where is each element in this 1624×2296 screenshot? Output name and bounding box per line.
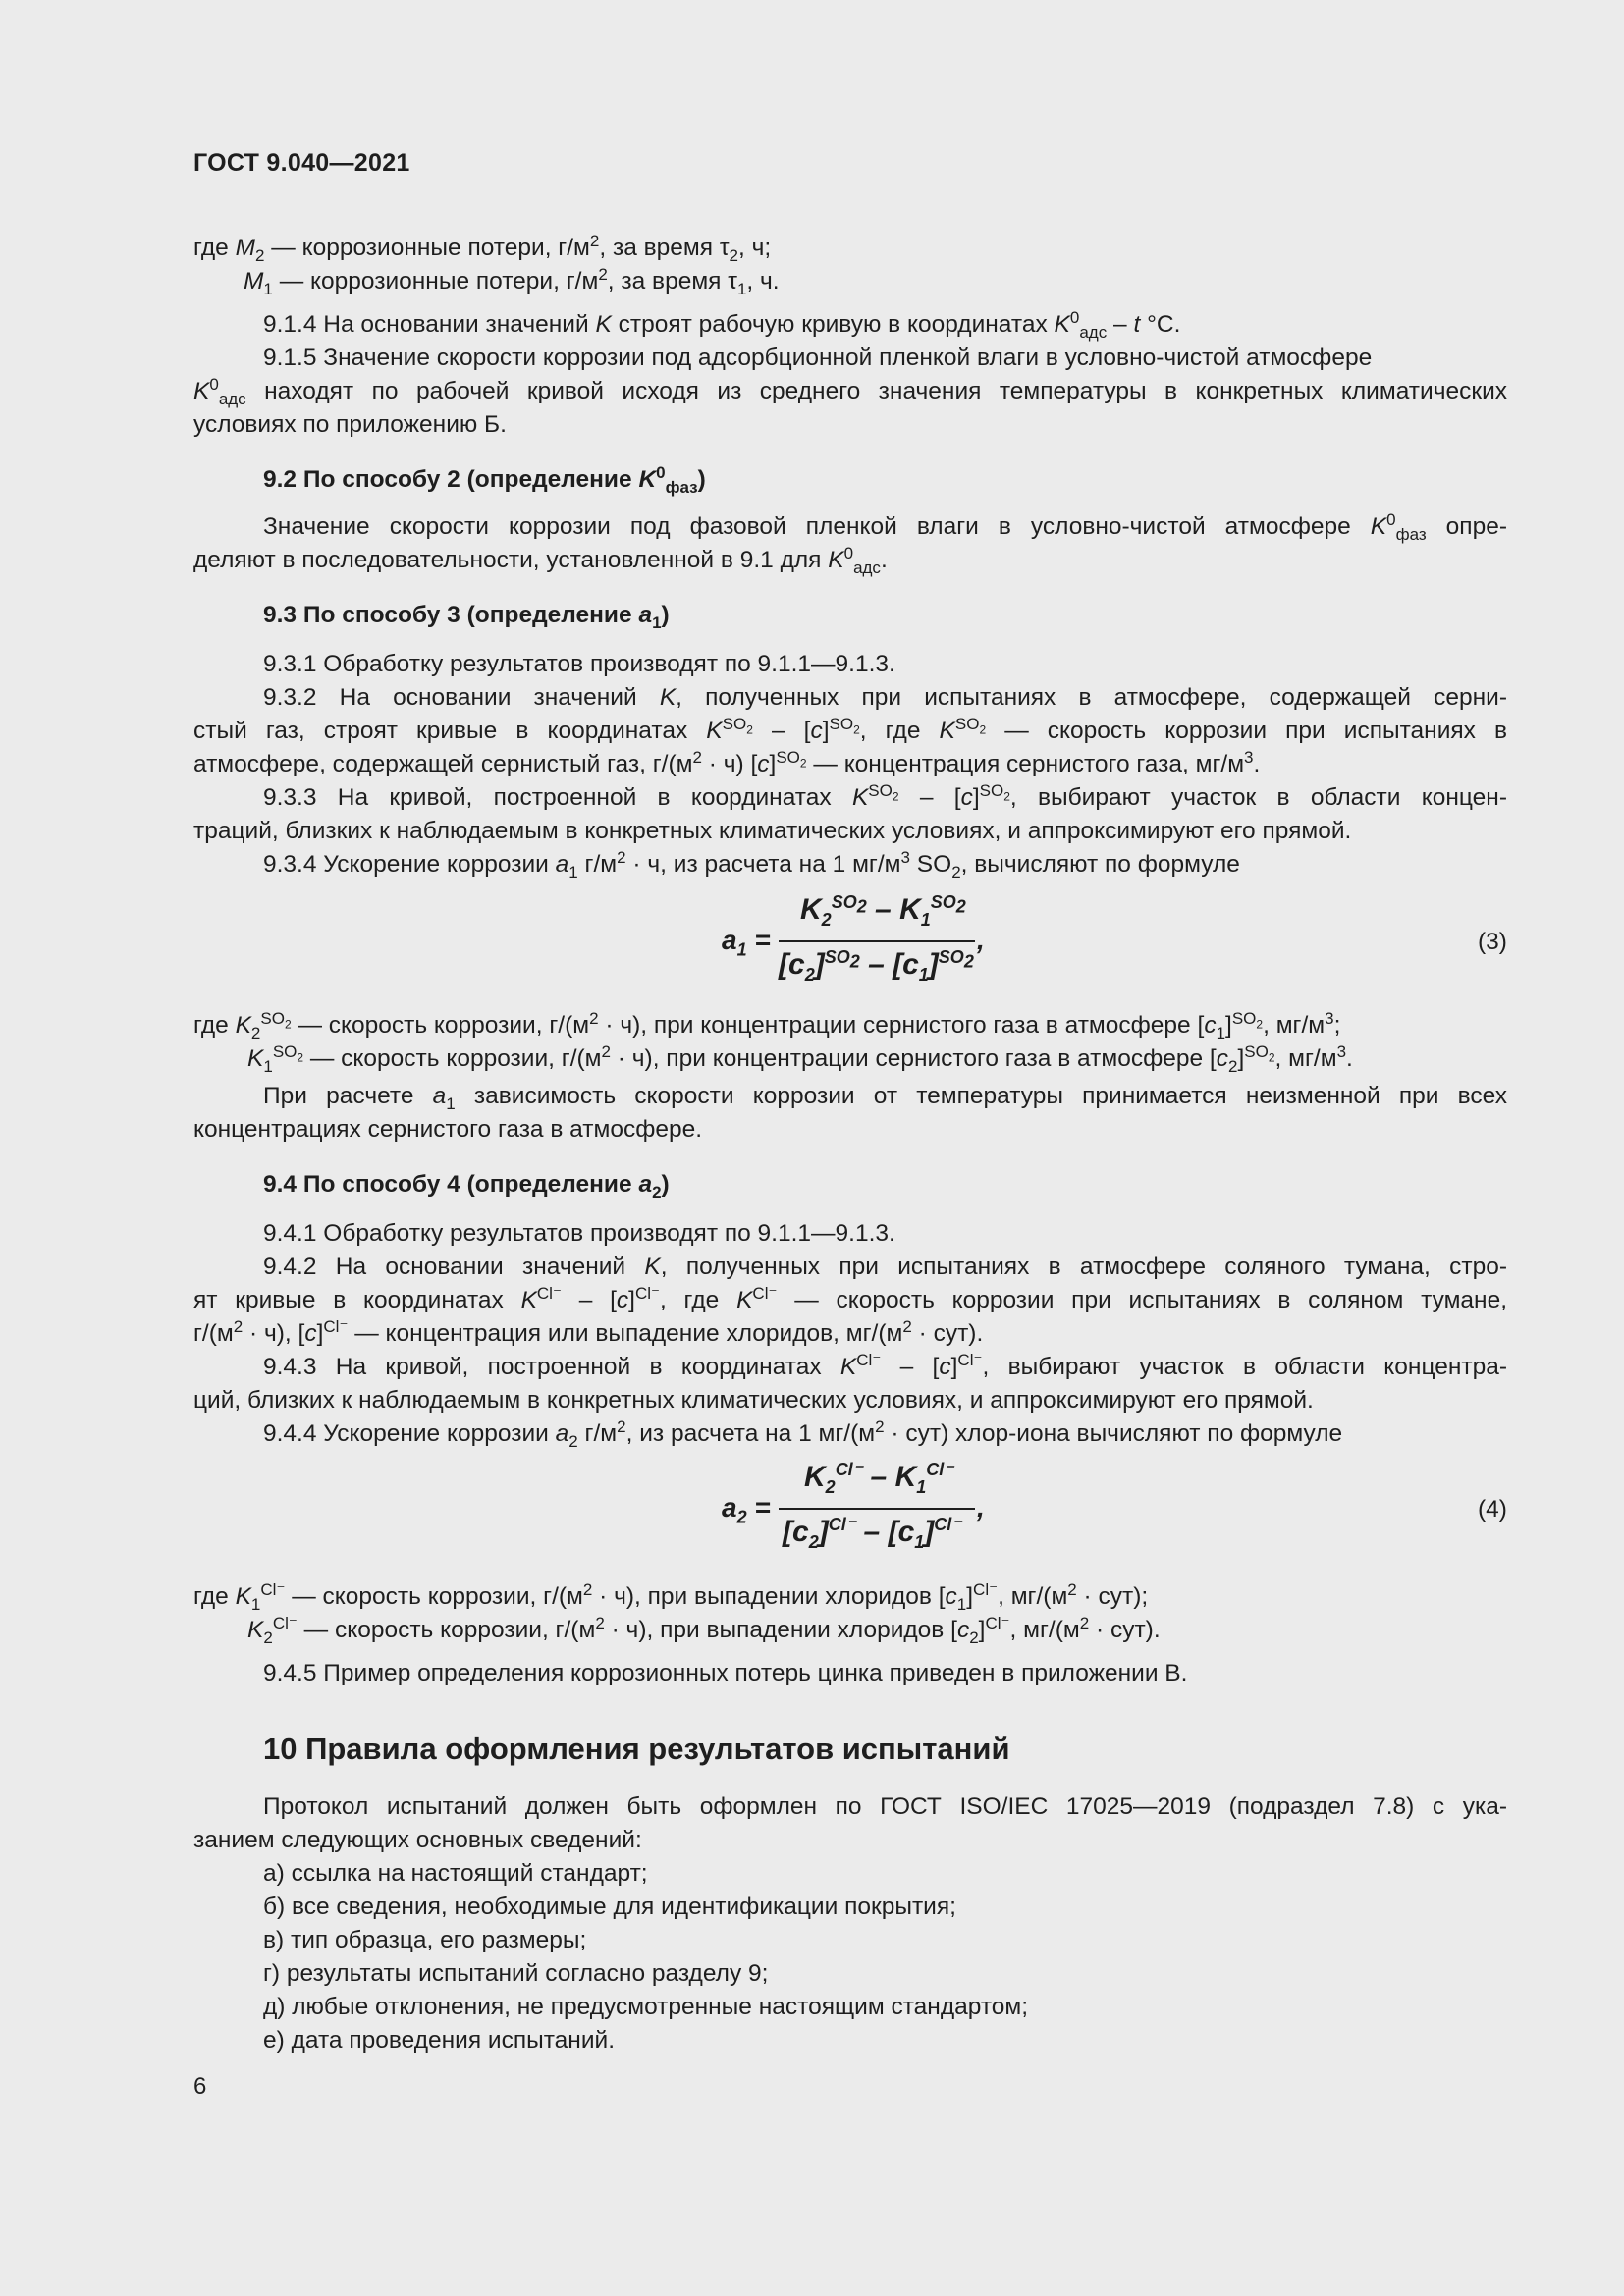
formula-4: $a_2$ = $K_2^{Cl^-} - K_1^{Cl^-}$ $[c_2]^{Cl^-} - [c_1]^{Cl^-}$ , xyxy=(722,1460,985,1552)
list-item: е) дата проведения испытаний. xyxy=(263,2027,616,2054)
text-line: траций, близких к наблюдаемым в конкретных климатических условиях, и аппроксимируют его прямой. xyxy=(193,818,1352,844)
section-heading-9-4: 9.4 По способу 4 (определение $a_2$) xyxy=(263,1171,670,1201)
text-line: 9.3.1 Обработку результатов производят по 9.1.1—9.1.3. xyxy=(263,651,895,677)
text-line: где $K_1^{Cl^-}$ — скорость коррозии, $г/(м^2 \cdot ч)$, при выпадении хлоридов $[c_1]^{Cl^-}$, $мг/(м^2 \cdot сут)$; xyxy=(193,1579,1149,1614)
text-line: 9.4.1 Обработку результатов производят по 9.1.1—9.1.3. xyxy=(263,1220,895,1247)
text-line: $K_1^{SO_2}$ — скорость коррозии, $г/(м^2 \cdot ч)$, при концентрации сернистого газа в атмосфере $[c_2]^{SO_2}$, $мг/м^3$. xyxy=(247,1041,1353,1076)
section-heading-9-2: 9.2 По способу 2 (определение $K^0_{фаз}$) xyxy=(263,462,706,497)
text-line: $K^0_{адс}$ находят по рабочей кривой исходя из среднего значения температуры в конкретных климатических xyxy=(193,374,1507,408)
text-line: 9.1.5 Значение скорости коррозии под адсорбционной пленкой влаги в условно-чистой атмосфере xyxy=(263,345,1373,371)
equation-number: (3) xyxy=(1478,929,1507,955)
section-heading-9-3: 9.3 По способу 3 (определение $a_1$) xyxy=(263,602,670,632)
text-line: где $M_2$ — коррозионные потери, $г/м^2$, за время $\tau_2$, ч; xyxy=(193,231,772,265)
text-line: $г/(м^2 \cdot ч)$, $[c]^{Cl^-}$ — концентрация или выпадение хлоридов, $мг/(м^2 \cdot сут)$. xyxy=(193,1316,984,1347)
list-item: в) тип образца, его размеры; xyxy=(263,1927,587,1953)
text-line: ций, близких к наблюдаемым в конкретных климатических условиях, и аппроксимируют его прямой. xyxy=(193,1387,1314,1414)
list-item: г) результаты испытаний согласно разделу 9; xyxy=(263,1960,769,1987)
equation-number: (4) xyxy=(1478,1496,1507,1522)
text-line: 9.3.3 На кривой, построенной в координатах $K^{SO_2} - [c]^{SO_2}$, выбирают участок в области концен- xyxy=(263,780,1507,811)
page-number: 6 xyxy=(193,2073,207,2100)
list-item: б) все сведения, необходимые для идентификации покрытия; xyxy=(263,1894,956,1920)
text-line: ят кривые в координатах $K^{Cl^-} - [c]^{Cl^-}$, где $K^{Cl^-}$ — скорость коррозии при испытаниях в соляном тумане, xyxy=(193,1283,1507,1313)
text-line: 9.4.4 Ускорение коррозии $a_2$ $г/м^2$, из расчета на 1 $мг/(м^2 \cdot сут)$ хлор-иона вычисляют по формуле xyxy=(263,1416,1343,1451)
text-line: атмосфере, содержащей сернистый газ, $г/(м^2 \cdot ч)$ $[c]^{SO_2}$ — концентрация сернистого газа, $мг/м^3$. xyxy=(193,747,1261,777)
text-line: концентрациях сернистого газа в атмосфере. xyxy=(193,1116,703,1143)
text-line: где $K_2^{SO_2}$ — скорость коррозии, $г/(м^2 \cdot ч)$, при концентрации сернистого газа в атмосфере $[c_1]^{SO_2}$, $мг/м^3$; xyxy=(193,1008,1341,1042)
text-line: 9.4.3 На кривой, построенной в координатах $K^{Cl^-} - [c]^{Cl^-}$, выбирают участок в области концентра- xyxy=(263,1350,1507,1380)
text-line: 9.3.4 Ускорение коррозии $a_1$ $г/м^2 \cdot ч$, из расчета на 1 $мг/м^3$ $SO_2$, вычисляют по формуле xyxy=(263,847,1240,881)
text-line: При расчете $a_1$ зависимость скорости коррозии от температуры принимается неизменной при всех xyxy=(263,1083,1507,1113)
text-line: занием следующих основных сведений: xyxy=(193,1827,642,1853)
text-line: условиях по приложению Б. xyxy=(193,411,507,438)
text-line: $M_1$ — коррозионные потери, $г/м^2$, за время $\tau_1$, ч. xyxy=(244,264,780,298)
document-header: ГОСТ 9.040—2021 xyxy=(193,149,410,177)
list-item: а) ссылка на настоящий стандарт; xyxy=(263,1860,648,1887)
list-item: д) любые отклонения, не предусмотренные настоящим стандартом; xyxy=(263,1994,1029,2020)
text-line: стый газ, строят кривые в координатах $K^{SO_2} - [c]^{SO_2}$, где $K^{SO_2}$ — скорость коррозии при испытаниях в xyxy=(193,714,1508,744)
text-line: Протокол испытаний должен быть оформлен по ГОСТ ISO/IEC 17025—2019 (подраздел 7.8) с ука- xyxy=(263,1793,1507,1820)
text-line: $K_2^{Cl^-}$ — скорость коррозии, $г/(м^2 \cdot ч)$, при выпадении хлоридов $[c_2]^{Cl^-}$, $мг/(м^2 \cdot сут)$. xyxy=(247,1613,1161,1647)
formula-3: $a_1$ = $K_2^{SO_2} - K_1^{SO_2}$ $[c_2]^{SO_2} - [c_1]^{SO_2}$ , xyxy=(722,892,985,985)
text-line: 9.4.2 На основании значений K, полученных при испытаниях в атмосфере соляного тумана, стро- xyxy=(263,1254,1507,1280)
text-line: деляют в последовательности, установленной в 9.1 для $K^0_{адс}$. xyxy=(193,543,888,577)
text-line: 9.3.2 На основании значений K, полученных при испытаниях в атмосфере, содержащей серни- xyxy=(263,684,1507,711)
section-heading-10: 10 Правила оформления результатов испытаний xyxy=(263,1732,1010,1766)
text-line: Значение скорости коррозии под фазовой пленкой влаги в условно-чистой атмосфере $K^0_{фаз}$ опре- xyxy=(263,509,1507,544)
text-line: 9.1.4 На основании значений K строят рабочую кривую в координатах $K^0_{адс}$ – t °С. xyxy=(263,307,1181,342)
text-line: 9.4.5 Пример определения коррозионных потерь цинка приведен в приложении В. xyxy=(263,1660,1188,1686)
